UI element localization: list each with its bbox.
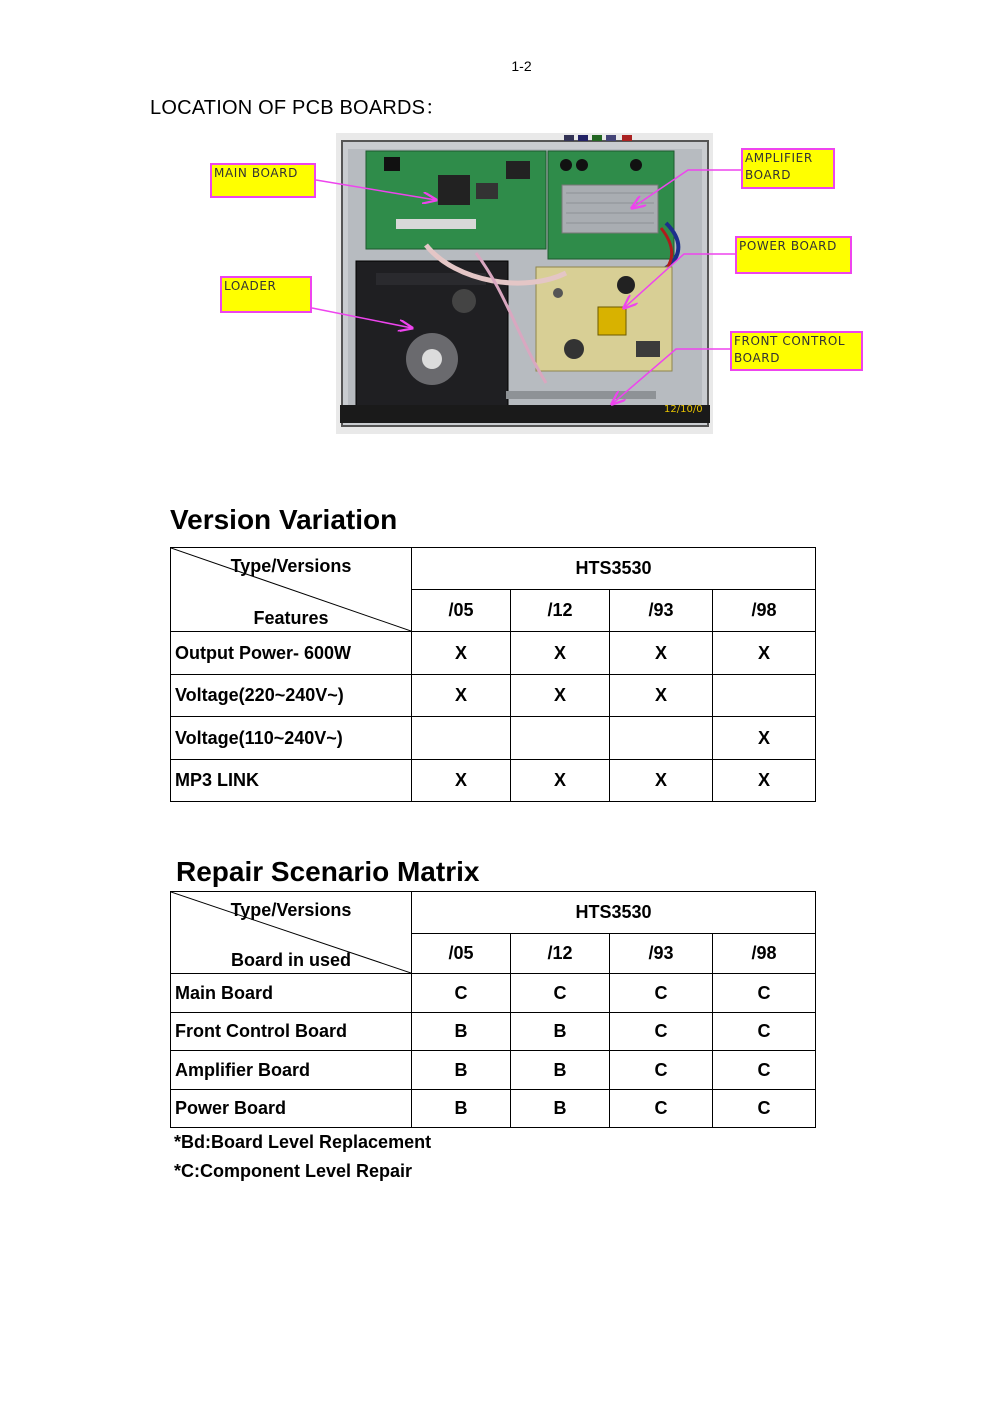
- table-row: [171, 675, 816, 717]
- table-cell: C: [610, 1013, 713, 1051]
- location-title: LOCATION OF PCB BOARDS：: [150, 97, 446, 119]
- arrow-amplifier-board: [632, 170, 741, 208]
- table-row: [171, 632, 816, 675]
- table-cell: X: [412, 760, 511, 802]
- table-row: [171, 1090, 816, 1128]
- version-variation-table: [170, 547, 816, 802]
- row-label: Main Board: [171, 974, 412, 1013]
- version-header: /98: [713, 590, 816, 632]
- table-cell: C: [412, 974, 511, 1013]
- row-label: Power Board: [171, 1090, 412, 1128]
- header-type-versions: Type/Versions: [230, 900, 352, 920]
- table-cell: X: [511, 760, 610, 802]
- photo-date-stamp: 12/10/0: [664, 404, 703, 415]
- table-cell: C: [610, 1090, 713, 1128]
- callout-arrows: [0, 0, 993, 450]
- table-cell: C: [511, 974, 610, 1013]
- model-header: HTS3530: [412, 548, 816, 590]
- table-cell: X: [713, 632, 816, 675]
- table-cell: [610, 717, 713, 760]
- note-board-level: *Bd:Board Level Replacement: [174, 1132, 432, 1152]
- table-row: [171, 974, 816, 1013]
- row-label: Voltage(110~240V~): [171, 717, 412, 760]
- table-row: [171, 717, 816, 760]
- table-cell: C: [610, 974, 713, 1013]
- table-cell: X: [511, 675, 610, 717]
- row-label: Voltage(220~240V~): [171, 675, 412, 717]
- version-header: /93: [610, 934, 713, 974]
- table-cell: [713, 675, 816, 717]
- version-header: /05: [412, 590, 511, 632]
- row-label: Output Power- 600W: [171, 632, 412, 675]
- table-cell: X: [713, 760, 816, 802]
- table-cell: C: [713, 974, 816, 1013]
- table-cell: B: [511, 1013, 610, 1051]
- repair-matrix-table: [170, 891, 816, 1128]
- table-row: [171, 760, 816, 802]
- table-cell: B: [511, 1090, 610, 1128]
- callout-main-board: MAIN BOARD: [210, 163, 316, 198]
- arrow-power-board: [624, 254, 735, 308]
- table-cell: X: [610, 760, 713, 802]
- arrow-main-board: [316, 180, 436, 200]
- repair-matrix-title: Repair Scenario Matrix: [176, 856, 480, 887]
- page-number: 1-2: [511, 58, 532, 74]
- table-cell: B: [412, 1013, 511, 1051]
- version-header: /12: [511, 934, 610, 974]
- row-label: Front Control Board: [171, 1013, 412, 1051]
- callout-amplifier-board: AMPLIFIER BOARD: [741, 148, 835, 189]
- row-label: Amplifier Board: [171, 1051, 412, 1090]
- callout-front-control-board: FRONT CONTROL BOARD: [730, 331, 863, 371]
- version-header: /05: [412, 934, 511, 974]
- version-header: /12: [511, 590, 610, 632]
- header-diagonal-cell: [171, 892, 412, 974]
- table-cell: C: [713, 1090, 816, 1128]
- header-features: Features: [253, 608, 329, 628]
- table-cell: X: [713, 717, 816, 760]
- table-cell: X: [412, 632, 511, 675]
- callout-loader: LOADER: [220, 276, 312, 313]
- callout-power-board: POWER BOARD: [735, 236, 852, 274]
- model-header: HTS3530: [412, 892, 816, 934]
- note-component-level: *C:Component Level Repair: [174, 1161, 413, 1181]
- row-label: MP3 LINK: [171, 760, 412, 802]
- table-cell: B: [412, 1051, 511, 1090]
- header-board-in-used: Board in used: [230, 950, 351, 970]
- arrow-loader: [312, 308, 412, 328]
- header-type-versions: Type/Versions: [230, 556, 352, 576]
- table-cell: X: [610, 675, 713, 717]
- version-header: /98: [713, 934, 816, 974]
- table-row: [171, 1013, 816, 1051]
- version-variation-title: Version Variation: [170, 504, 398, 535]
- table-cell: X: [412, 675, 511, 717]
- table-cell: X: [511, 632, 610, 675]
- header-diagonal-cell: [171, 548, 412, 632]
- table-cell: X: [610, 632, 713, 675]
- table-cell: B: [412, 1090, 511, 1128]
- table-cell: B: [511, 1051, 610, 1090]
- table-cell: C: [610, 1051, 713, 1090]
- table-cell: C: [713, 1051, 816, 1090]
- table-cell: [511, 717, 610, 760]
- table-cell: C: [713, 1013, 816, 1051]
- table-row: [171, 1051, 816, 1090]
- arrow-front-control: [612, 349, 730, 404]
- table-cell: [412, 717, 511, 760]
- version-header: /93: [610, 590, 713, 632]
